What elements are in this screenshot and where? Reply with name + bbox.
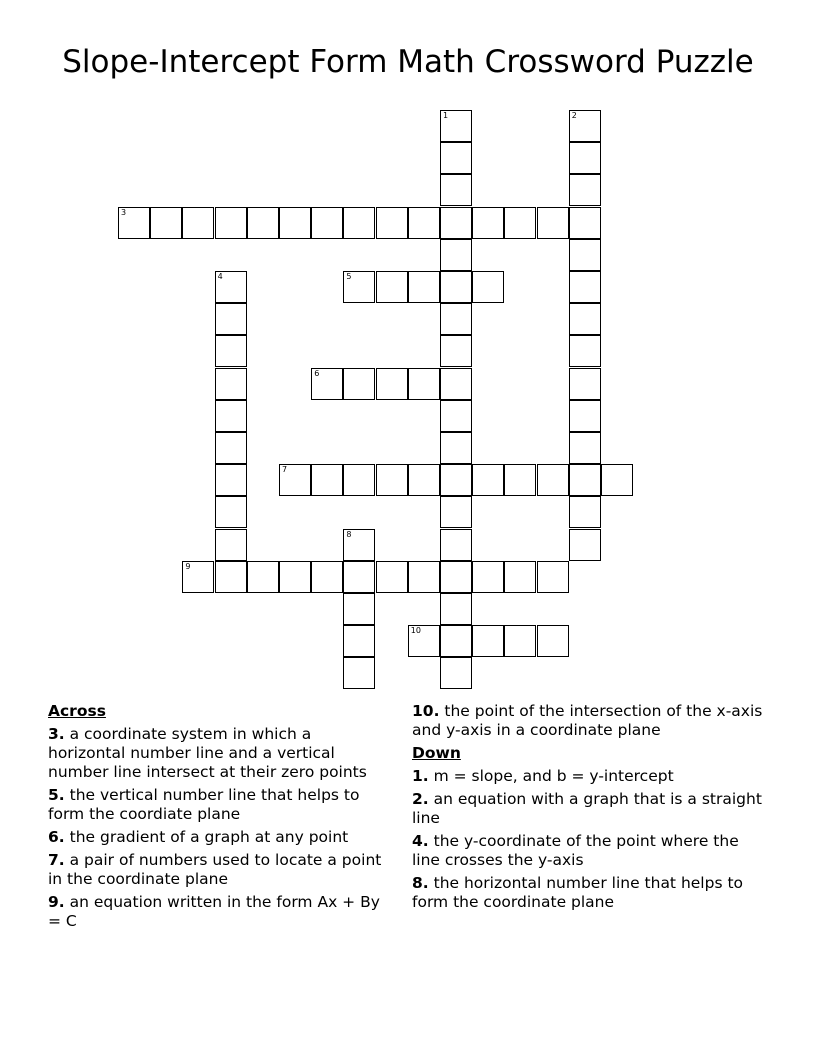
grid-cell[interactable] (215, 529, 247, 561)
grid-cell[interactable] (504, 561, 536, 593)
grid-cell[interactable] (569, 529, 601, 561)
across-clue-list-continued (412, 702, 767, 740)
grid-cell[interactable] (215, 207, 247, 239)
clue-item (412, 790, 767, 828)
grid-cell[interactable] (569, 174, 601, 206)
clue-item-number: 3. (48, 725, 65, 743)
grid-cell[interactable] (440, 271, 472, 303)
grid-cell[interactable] (279, 464, 311, 496)
grid-cell[interactable] (569, 464, 601, 496)
grid-cell[interactable] (472, 464, 504, 496)
grid-cell[interactable] (247, 207, 279, 239)
grid-cell[interactable] (504, 464, 536, 496)
grid-cell[interactable] (440, 207, 472, 239)
grid-cell[interactable] (215, 271, 247, 303)
grid-cell[interactable] (440, 174, 472, 206)
grid-cell[interactable] (504, 625, 536, 657)
grid-cell[interactable] (440, 561, 472, 593)
grid-cell[interactable] (440, 110, 472, 142)
grid-cell[interactable] (537, 207, 569, 239)
clue-item-text: an equation with a graph that is a straight line (412, 790, 762, 827)
clues-column-left (48, 702, 393, 935)
clue-item-number: 8. (412, 874, 429, 892)
clue-item (412, 832, 767, 870)
clue-item-text: the vertical number line that helps to form the coordiate plane (48, 786, 360, 823)
grid-cell[interactable] (601, 464, 633, 496)
grid-cell[interactable] (279, 561, 311, 593)
grid-cell[interactable] (440, 529, 472, 561)
grid-cell[interactable] (408, 368, 440, 400)
grid-cell[interactable] (311, 561, 343, 593)
grid-cell[interactable] (376, 207, 408, 239)
grid-cell[interactable] (569, 400, 601, 432)
clue-item-text: the y-coordinate of the point where the line crosses the y-axis (412, 832, 739, 869)
clue-item (412, 767, 767, 786)
grid-cell[interactable] (215, 496, 247, 528)
grid-cell[interactable] (569, 239, 601, 271)
grid-cell[interactable] (537, 625, 569, 657)
clue-item-text: m = slope, and b = y-intercept (428, 767, 674, 785)
grid-cell[interactable] (440, 496, 472, 528)
grid-cell[interactable] (569, 432, 601, 464)
grid-cell[interactable] (440, 400, 472, 432)
grid-cell[interactable] (150, 207, 182, 239)
grid-cell[interactable] (215, 368, 247, 400)
clue-number: 5 (346, 272, 352, 281)
clue-number: 2 (571, 111, 577, 120)
clue-item (48, 725, 393, 782)
clue-number: 7 (282, 465, 288, 475)
grid-cell[interactable] (343, 657, 375, 689)
clue-item-text: the horizontal number line that helps to form the coordinate plane (412, 874, 744, 911)
grid-cell[interactable] (569, 142, 601, 174)
clue-item-number: 1. (412, 767, 429, 785)
grid-cell[interactable] (440, 335, 472, 367)
grid-cell[interactable] (440, 625, 472, 657)
grid-cell[interactable] (343, 368, 375, 400)
grid-cell[interactable] (472, 561, 504, 593)
across-heading: Across (48, 702, 106, 720)
clue-item (48, 851, 393, 889)
clue-item-number: 7. (48, 851, 65, 869)
clue-item-number: 6. (48, 828, 65, 846)
clue-number: 3 (121, 207, 127, 217)
grid-cell[interactable] (182, 207, 214, 239)
clue-item (48, 893, 393, 931)
grid-cell[interactable] (408, 271, 440, 303)
grid-cell[interactable] (215, 464, 247, 496)
grid-cell[interactable] (504, 207, 536, 239)
clue-number: 8 (346, 529, 352, 539)
clues-column-right (412, 702, 767, 916)
grid-cell[interactable] (569, 368, 601, 400)
clue-number: 1 (443, 111, 449, 120)
grid-cell[interactable] (215, 303, 247, 335)
clue-item (412, 874, 767, 912)
grid-cell[interactable] (569, 335, 601, 367)
grid-cell[interactable] (343, 529, 375, 561)
clue-number: 9 (185, 561, 191, 571)
clue-number: 10 (410, 626, 421, 636)
grid-cell[interactable] (311, 207, 343, 239)
grid-cell[interactable] (569, 303, 601, 335)
grid-cell[interactable] (343, 561, 375, 593)
grid-cell[interactable] (408, 561, 440, 593)
down-heading: Down (412, 744, 461, 762)
clue-item-text: a pair of numbers used to locate a point in the coordinate plane (48, 851, 382, 888)
clue-item (48, 786, 393, 824)
grid-cell[interactable] (311, 368, 343, 400)
down-clue-list (412, 767, 767, 912)
clue-item-text: an equation written in the form Ax + By = C (48, 893, 380, 930)
grid-cell[interactable] (472, 625, 504, 657)
grid-cell[interactable] (569, 207, 601, 239)
across-clue-list (48, 725, 393, 931)
grid-cell[interactable] (408, 207, 440, 239)
grid-cell[interactable] (215, 561, 247, 593)
grid-cell[interactable] (343, 207, 375, 239)
clue-item-number: 9. (48, 893, 65, 911)
clue-item-number: 5. (48, 786, 65, 804)
grid-cell[interactable] (376, 271, 408, 303)
grid-cell[interactable] (279, 207, 311, 239)
grid-cell[interactable] (440, 432, 472, 464)
grid-cell[interactable] (440, 303, 472, 335)
clue-item-number: 4. (412, 832, 429, 850)
grid-cell[interactable] (472, 207, 504, 239)
grid-cell[interactable] (376, 561, 408, 593)
grid-cell[interactable] (440, 239, 472, 271)
clue-item (48, 828, 393, 847)
clue-number: 6 (314, 368, 320, 378)
grid-cell[interactable] (247, 561, 279, 593)
clue-item (412, 702, 767, 740)
grid-cell[interactable] (440, 142, 472, 174)
grid-cell[interactable] (537, 561, 569, 593)
grid-cell[interactable] (215, 400, 247, 432)
grid-cell[interactable] (343, 625, 375, 657)
grid-cell[interactable] (182, 561, 214, 593)
clue-item-text: the point of the intersection of the x-axis and y-axis in a coordinate plane (412, 702, 763, 739)
grid-cell[interactable] (440, 464, 472, 496)
grid-cell[interactable] (343, 593, 375, 625)
grid-cell[interactable] (376, 368, 408, 400)
clue-item-text: a coordinate system in which a horizontal number line and a vertical number line intersect at their zero points (48, 725, 367, 781)
grid-cell[interactable] (311, 464, 343, 496)
grid-cell[interactable] (569, 496, 601, 528)
clue-item-text: the gradient of a graph at any point (64, 828, 349, 846)
grid-cell[interactable] (440, 368, 472, 400)
grid-cell[interactable] (376, 464, 408, 496)
grid-cell[interactable] (215, 432, 247, 464)
grid-cell[interactable] (440, 593, 472, 625)
grid-cell[interactable] (408, 464, 440, 496)
grid-cell[interactable] (343, 271, 375, 303)
page-title: Slope-Intercept Form Math Crossword Puzzle (62, 44, 754, 80)
grid-cell[interactable] (118, 207, 150, 239)
clue-item-number: 2. (412, 790, 429, 808)
grid-cell[interactable] (343, 464, 375, 496)
grid-cell[interactable] (440, 657, 472, 689)
grid-cell[interactable] (569, 110, 601, 142)
clue-item-number: 10. (412, 702, 440, 720)
grid-cell[interactable] (472, 271, 504, 303)
grid-cell[interactable] (215, 335, 247, 367)
clue-number: 4 (217, 272, 223, 281)
grid-cell[interactable] (537, 464, 569, 496)
grid-cell[interactable] (569, 271, 601, 303)
grid-cell[interactable] (408, 625, 440, 657)
